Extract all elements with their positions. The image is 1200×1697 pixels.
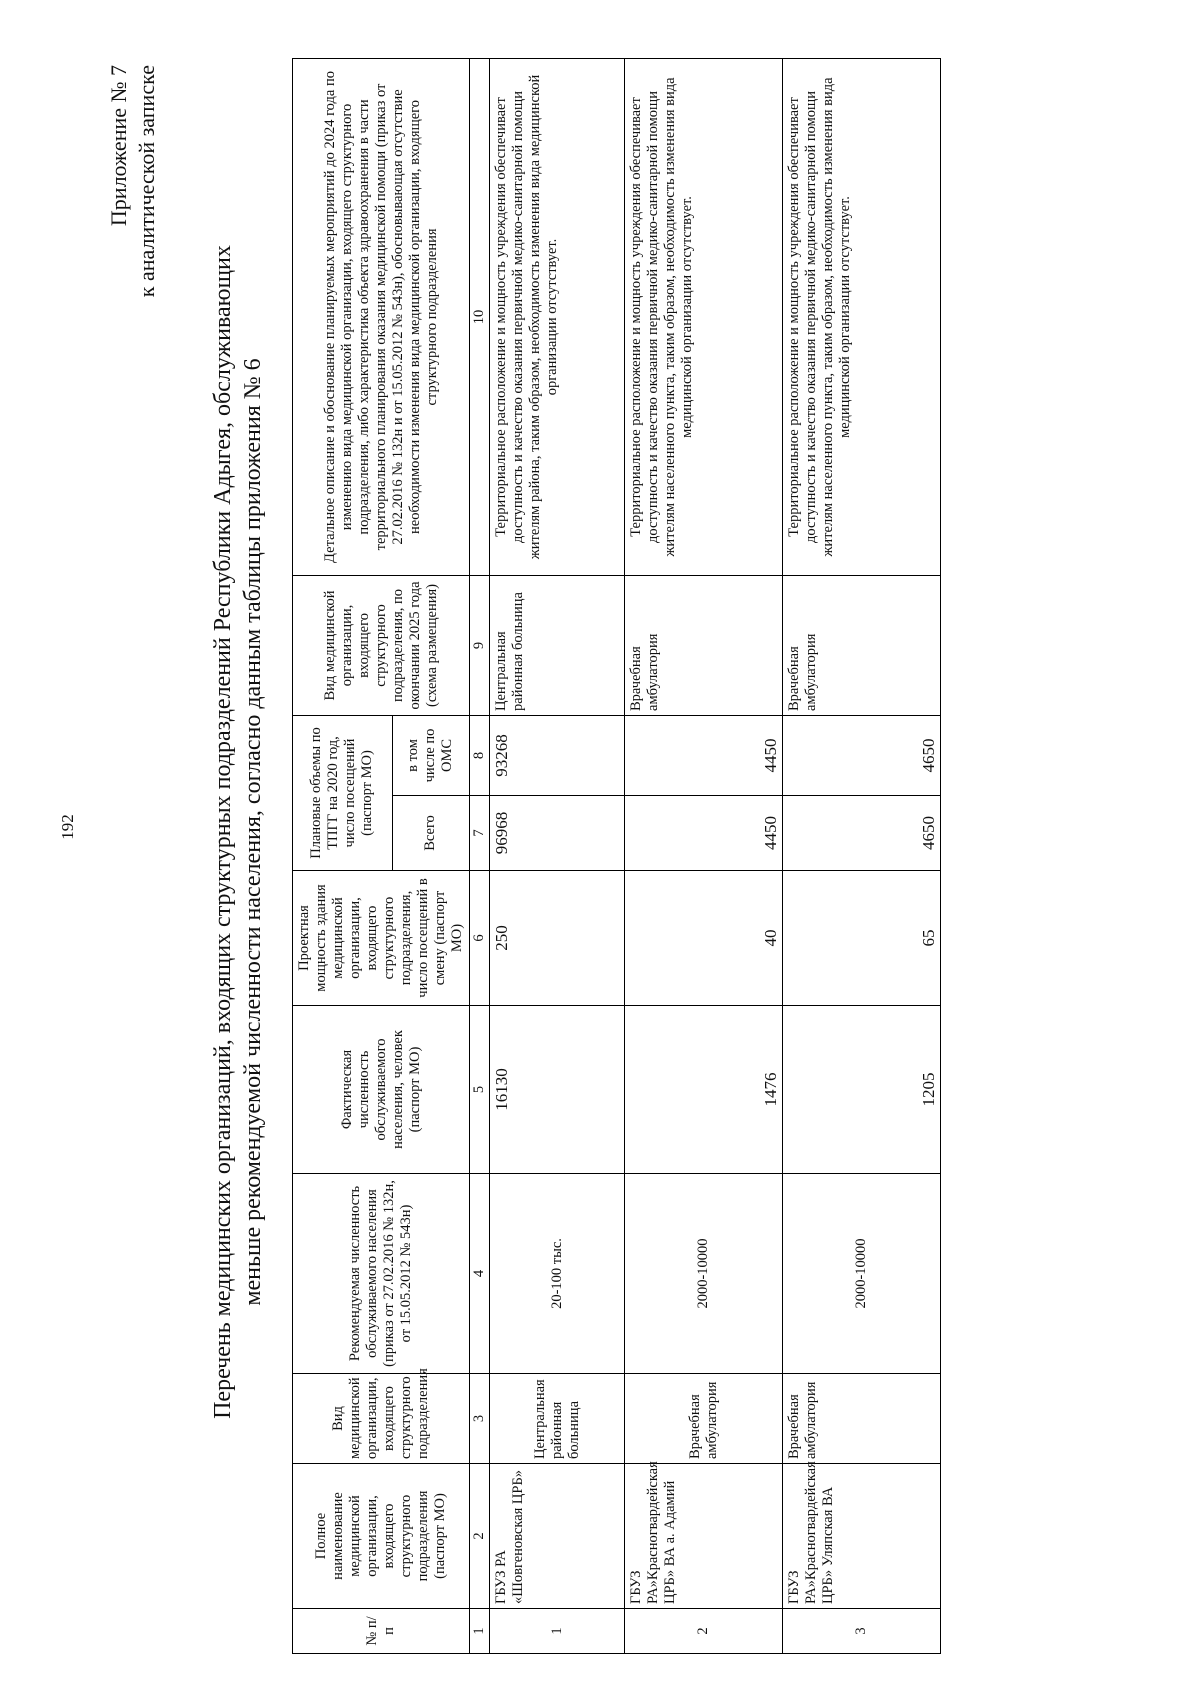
org-name: ГБУЗ РА»Красногвардейская ЦРБ» Уляпская ВА — [783, 1464, 941, 1609]
column-number: 8 — [470, 715, 490, 795]
appendix-number: Приложение № 7 — [106, 65, 131, 227]
recommended-population: 20-100 тыс. — [490, 1174, 625, 1374]
row-number: 3 — [783, 1609, 941, 1654]
org-type-2025: Врачебная амбулатория — [625, 575, 783, 715]
table-row — [625, 58, 783, 1653]
document-title — [208, 117, 268, 1547]
header-description: Детальное описание и обоснование планируемых мероприятий до 2024 года по изменению вида медицинской организации, входящего структурного подразделения, либо характеристика объекта здравоохранения в части территориального планирования оказания медицинской помощи (приказ от 27.02.2016 № 132н и от 15.05.2012 № 543н), обосновывающая отсутствие необходимости изменения вида медицинской организации, входящего структурного подразделения — [293, 58, 470, 575]
org-type: Врачебная амбулатория — [783, 1374, 941, 1464]
header-total: Всего — [392, 796, 469, 871]
actual-population: 16130 — [490, 1006, 625, 1174]
design-capacity: 40 — [625, 871, 783, 1006]
column-number: 7 — [470, 796, 490, 871]
org-type: Врачебная амбулатория — [625, 1374, 783, 1464]
table-header-row — [293, 58, 393, 1653]
table-row — [490, 58, 625, 1653]
header-oms: в том числе по ОМС — [392, 715, 469, 795]
recommended-population: 2000-10000 — [783, 1174, 941, 1374]
row-number: 2 — [625, 1609, 783, 1654]
column-number: 5 — [470, 1006, 490, 1174]
planned-total: 4450 — [625, 796, 783, 871]
document-title-line-2: меньше рекомендуемой численности населения, согласно данным таблицы приложения № 6 — [240, 358, 266, 1306]
actual-population: 1205 — [783, 1006, 941, 1174]
row-number: 1 — [490, 1609, 625, 1654]
planned-total: 96968 — [490, 796, 625, 871]
header-actual-population: Фактическая численность обслуживаемого населения, человек (паспорт МО) — [293, 1006, 470, 1174]
actual-population: 1476 — [625, 1006, 783, 1174]
header-planned-volumes: Плановые объемы по ТПГГ на 2020 год, число посещений (паспорт МО) — [293, 715, 393, 870]
header-design-capacity: Проектная мощность здания медицинской организации, входящего структурного подразделения, число посещений в смену (паспорт МО) — [293, 871, 470, 1006]
header-number: № п/п — [293, 1609, 470, 1654]
column-number: 4 — [470, 1174, 490, 1374]
header-recommended-population: Рекомендуемая численность обслуживаемого населения (приказ от 27.02.2016 № 132н, от 15.05.2012 № 543н) — [293, 1174, 470, 1374]
column-number: 9 — [470, 575, 490, 715]
planned-total: 4650 — [783, 796, 941, 871]
recommended-population: 2000-10000 — [625, 1174, 783, 1374]
column-number: 2 — [470, 1464, 490, 1609]
column-number: 1 — [470, 1609, 490, 1654]
org-type-2025: Центральная районная больница — [490, 575, 625, 715]
appendix-reference: к аналитической записке — [134, 65, 159, 298]
design-capacity: 250 — [490, 871, 625, 1006]
header-org-type-2025: Вид медицинской организации, входящего структурного подразделения, по окончании 2025 года (схема размещения) — [293, 575, 470, 715]
header-full-name: Полное наименование медицинской организации, входящего структурного подразделения (паспорт МО) — [293, 1464, 470, 1609]
planned-oms: 93268 — [490, 715, 625, 795]
planned-oms: 4650 — [783, 715, 941, 795]
column-number: 10 — [470, 58, 490, 575]
column-numbers-row — [470, 58, 490, 1653]
planned-oms: 4450 — [625, 715, 783, 795]
description: Территориальное расположение и мощность учреждения обеспечивает доступность и качество оказания первичной медико-санитарной помощи жителям района, таким образом, необходимость изменения вида медицинской организации отсутствует. — [490, 58, 625, 575]
appendix-header — [105, 65, 161, 297]
column-number: 6 — [470, 871, 490, 1006]
design-capacity: 65 — [783, 871, 941, 1006]
org-type: Центральная районная больница — [490, 1374, 625, 1464]
org-name: ГБУЗ РА «Шовгеновская ЦРБ» — [490, 1464, 625, 1609]
org-type-2025: Врачебная амбулатория — [783, 575, 941, 715]
org-name: ГБУЗ РА»Красногвардейская ЦРБ» ВА а. Адамий — [625, 1464, 783, 1609]
organizations-table — [292, 58, 941, 1654]
document-title-line-1: Перечень медицинских организаций, входящих структурных подразделений Республики Адыгея, обслуживающих — [210, 245, 236, 1419]
header-org-type: Вид медицинской организации, входящего структурного подразделения — [293, 1374, 470, 1464]
page-number: 192 — [57, 814, 77, 840]
table-row — [783, 58, 941, 1653]
column-number: 3 — [470, 1374, 490, 1464]
description: Территориальное расположение и мощность учреждения обеспечивает доступность и качество оказания первичной медико-санитарной помощи жителям населенного пункта, таким образом, необходимость изменения вида медицинской организации отсутствует. — [625, 58, 783, 575]
description: Территориальное расположение и мощность учреждения обеспечивает доступность и качество оказания первичной медико-санитарной помощи жителям населенного пункта, таким образом, необходимость изменения вида медицинской организации отсутствует. — [783, 58, 941, 575]
